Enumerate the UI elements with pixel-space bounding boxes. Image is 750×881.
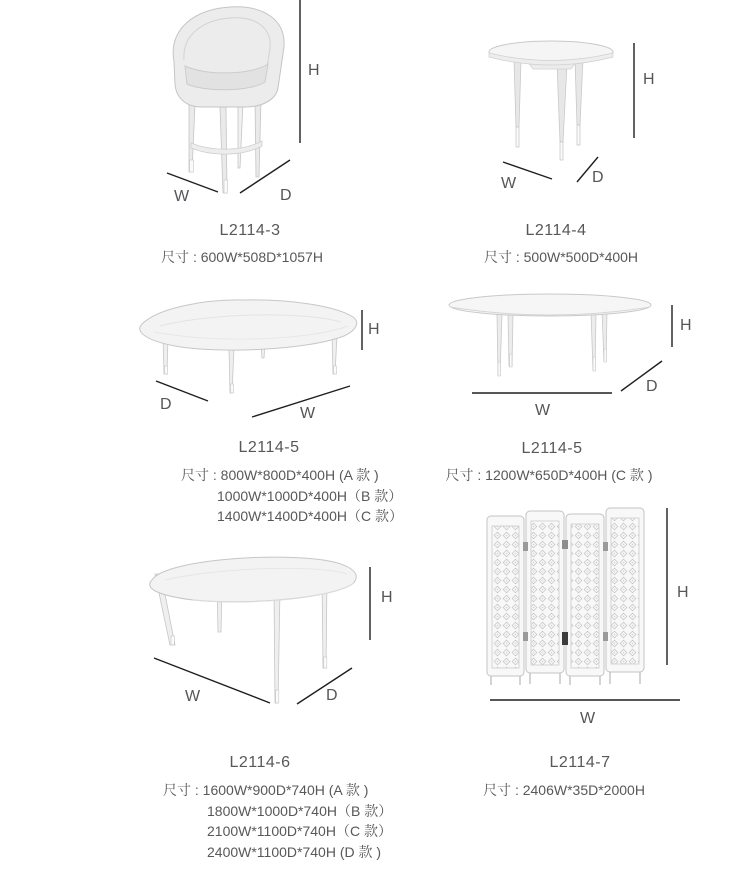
depth-label: D <box>280 187 292 204</box>
model-number: L2114-7 <box>549 754 611 771</box>
bar-chair-sketch <box>158 0 303 196</box>
depth-label: D <box>592 169 604 186</box>
height-label: H <box>680 317 692 334</box>
oval-coffee-table-sketch <box>445 292 660 384</box>
spec-line: 1800W*1000D*740H（B 款） <box>207 802 393 819</box>
height-label: H <box>368 321 380 338</box>
model-number: L2114-3 <box>219 222 281 239</box>
width-label: W <box>580 710 596 727</box>
depth-label: D <box>326 687 338 704</box>
dimension-spec: 尺寸 : 1200W*650D*400H (C 款 ) <box>445 467 653 483</box>
width-label: W <box>501 175 517 192</box>
depth-label: D <box>646 378 658 395</box>
width-label: W <box>535 402 551 419</box>
width-label: W <box>185 688 201 705</box>
spec-line: 尺寸 : 1600W*900D*740H (A 款 ) <box>163 782 369 798</box>
height-label: H <box>643 71 655 88</box>
dimension-spec: 尺寸 : 2406W*35D*2000H <box>483 782 645 798</box>
spec-line: 1400W*1400D*400H（C 款） <box>217 508 403 525</box>
height-label: H <box>677 584 689 601</box>
spec-line: 2400W*1100D*740H (D 款 ) <box>207 844 382 861</box>
height-label: H <box>308 62 320 79</box>
width-label: W <box>174 188 190 205</box>
dimension-spec: 尺寸 : 500W*500D*400H <box>483 249 639 265</box>
spec-line: 尺寸 : 800W*800D*400H (A 款 ) <box>181 467 379 483</box>
round-side-table-sketch <box>470 36 635 172</box>
height-label: H <box>381 589 393 606</box>
dimension-spec: 尺寸 : 600W*508D*1057H <box>161 249 323 265</box>
model-number: L2114-5 <box>238 439 300 456</box>
model-number: L2114-6 <box>229 754 291 771</box>
spec-line: 2100W*1100D*740H（C 款） <box>207 823 392 840</box>
dimension-spec-list <box>181 465 403 527</box>
width-label: W <box>300 405 316 422</box>
oval-dining-table-sketch <box>145 556 370 706</box>
depth-label: D <box>160 396 172 413</box>
model-number: L2114-5 <box>521 440 583 457</box>
dimension-spec-list <box>163 780 392 863</box>
model-number: L2114-4 <box>525 222 587 239</box>
square-coffee-table-sketch <box>130 296 365 402</box>
spec-line: 1000W*1000D*400H（B 款） <box>217 487 403 504</box>
folding-screen-sketch <box>484 504 656 688</box>
